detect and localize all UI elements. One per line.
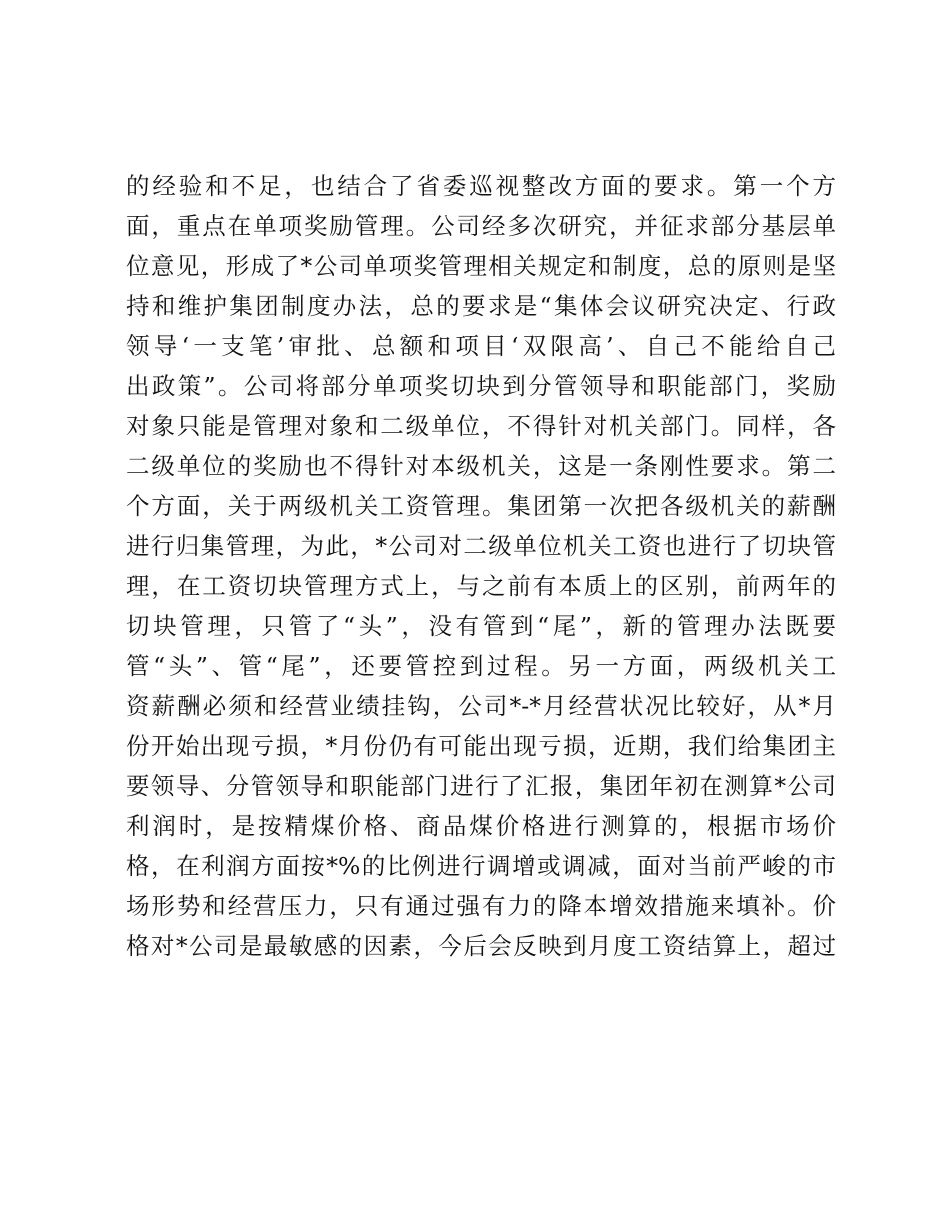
text-line-19: 场形势和经营压力，只有通过强有力的降本增效措施来填补。价 [126, 892, 836, 920]
text-line-3: 位意见，形成了*公司单项奖管理相关规定和制度，总的原则是坚 [126, 252, 836, 280]
text-line-17: 利润时，是按精煤价格、商品煤价格进行测算的，根据市场价 [126, 812, 836, 840]
text-line-8: 二级单位的奖励也不得针对本级机关，这是一条刚性要求。第二 [126, 452, 836, 480]
text-line-12: 切块管理，只管了“头”，没有管到“尾”，新的管理办法既要 [126, 612, 836, 640]
text-line-5: 领导‘一支笔’审批、总额和项目‘双限高’、自己不能给自己 [126, 332, 836, 360]
body-paragraph [126, 166, 836, 966]
text-line-1: 的经验和不足，也结合了省委巡视整改方面的要求。第一个方 [126, 172, 836, 200]
text-line-9: 个方面，关于两级机关工资管理。集团第一次把各级机关的薪酬 [126, 492, 836, 520]
text-line-16: 要领导、分管领导和职能部门进行了汇报，集团年初在测算*公司 [126, 772, 836, 800]
text-line-13: 管“头”、管“尾”，还要管控到过程。另一方面，两级机关工 [126, 652, 836, 680]
text-line-18: 格，在利润方面按*%的比例进行调增或调减，面对当前严峻的市 [126, 852, 836, 880]
text-line-6: 出政策”。公司将部分单项奖切块到分管领导和职能部门，奖励 [126, 372, 836, 400]
text-line-4: 持和维护集团制度办法，总的要求是“集体会议研究决定、行政 [126, 292, 836, 320]
text-line-10: 进行归集管理，为此，*公司对二级单位机关工资也进行了切块管 [126, 532, 836, 560]
text-line-7: 对象只能是管理对象和二级单位，不得针对机关部门。同样，各 [126, 412, 836, 440]
text-line-11: 理，在工资切块管理方式上，与之前有本质上的区别，前两年的 [126, 572, 836, 600]
text-line-2: 面，重点在单项奖励管理。公司经多次研究，并征求部分基层单 [126, 212, 836, 240]
text-line-15: 份开始出现亏损，*月份仍有可能出现亏损，近期，我们给集团主 [126, 732, 836, 760]
text-line-20: 格对*公司是最敏感的因素，今后会反映到月度工资结算上，超过 [126, 932, 836, 960]
text-line-14: 资薪酬必须和经营业绩挂钩，公司*-*月经营状况比较好，从*月 [126, 692, 836, 720]
